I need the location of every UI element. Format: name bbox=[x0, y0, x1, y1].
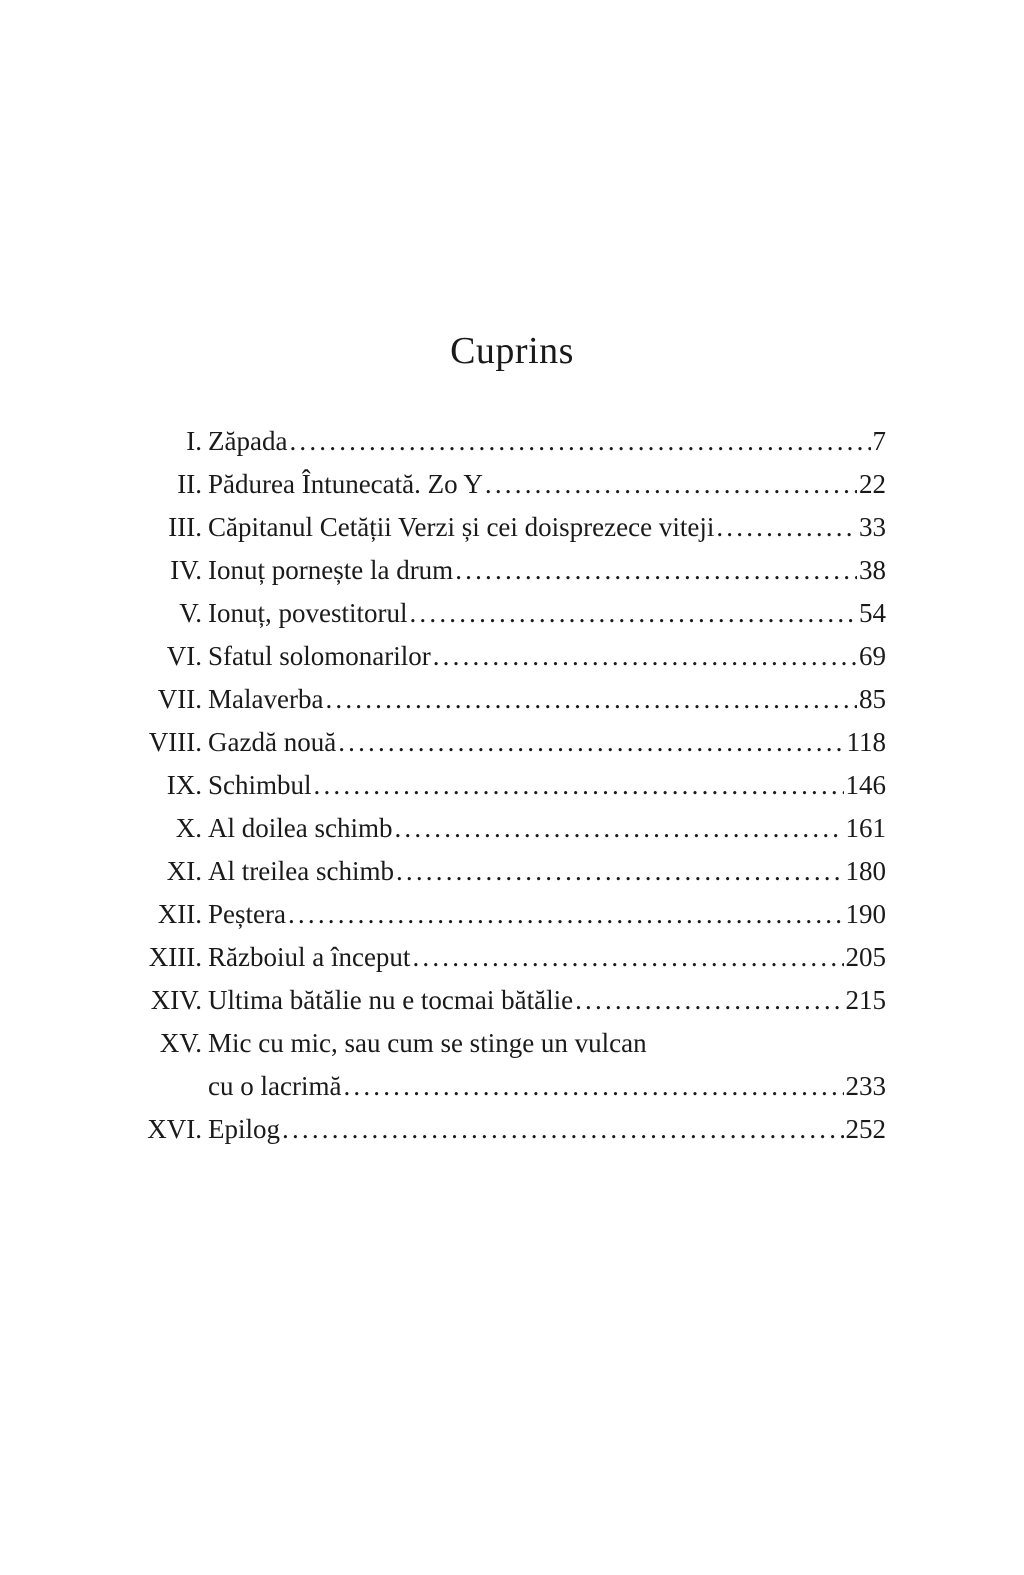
dot-leader bbox=[282, 1108, 844, 1151]
dot-leader bbox=[325, 678, 857, 721]
chapter-number: IX. bbox=[166, 770, 202, 800]
chapter-number: III. bbox=[168, 512, 202, 542]
page-number: 54 bbox=[859, 598, 886, 628]
dot-leader bbox=[289, 420, 870, 463]
chapter-number: XV. bbox=[159, 1028, 202, 1058]
toc-entry bbox=[138, 850, 886, 893]
chapter-title: Căpitanul Cetății Verzi și cei doisprezece viteji bbox=[208, 512, 715, 542]
toc-entry bbox=[138, 1108, 886, 1151]
dot-leader bbox=[409, 592, 857, 635]
toc-entry bbox=[138, 635, 886, 678]
chapter-title: Gazdă nouă bbox=[208, 727, 337, 757]
chapter-title: Schimbul bbox=[208, 770, 312, 800]
dot-leader bbox=[485, 463, 857, 506]
chapter-title: Războiul a început bbox=[208, 942, 411, 972]
page-number: 205 bbox=[845, 942, 886, 972]
dot-leader bbox=[394, 807, 843, 850]
chapter-number: XI. bbox=[166, 856, 202, 886]
toc-entry bbox=[138, 549, 886, 592]
chapter-number: II. bbox=[177, 469, 202, 499]
chapter-number: XIV. bbox=[150, 985, 202, 1015]
page-number: 190 bbox=[845, 899, 886, 929]
toc-entry bbox=[138, 721, 886, 764]
page-number: 180 bbox=[845, 856, 886, 886]
dot-leader bbox=[338, 721, 844, 764]
chapter-number: V. bbox=[179, 598, 202, 628]
page-number: 233 bbox=[845, 1071, 886, 1101]
toc-entry bbox=[138, 506, 886, 549]
chapter-number: X. bbox=[175, 813, 202, 843]
toc-entry bbox=[138, 764, 886, 807]
chapter-number: XVI. bbox=[147, 1114, 202, 1144]
page-number: 161 bbox=[845, 813, 886, 843]
page-number: 33 bbox=[859, 512, 886, 542]
toc-entry bbox=[138, 420, 886, 463]
toc-entry bbox=[138, 592, 886, 635]
toc-entry bbox=[138, 1022, 886, 1108]
chapter-title: Peștera bbox=[208, 899, 286, 929]
page-number: 7 bbox=[872, 426, 886, 456]
toc-entry bbox=[138, 807, 886, 850]
page-number: 146 bbox=[845, 770, 886, 800]
chapter-title: Ionuț, povestitorul bbox=[208, 598, 408, 628]
page-number: 69 bbox=[859, 641, 886, 671]
table-of-contents bbox=[138, 420, 886, 1151]
chapter-title: Zăpada bbox=[208, 426, 288, 456]
toc-entry-line bbox=[138, 1022, 886, 1065]
toc-entry bbox=[138, 936, 886, 979]
chapter-title: Pădurea Întunecată. Zo Y bbox=[208, 469, 483, 499]
chapter-number: VI. bbox=[166, 641, 202, 671]
dot-leader bbox=[412, 936, 843, 979]
dot-leader bbox=[288, 893, 844, 936]
chapter-number: XII. bbox=[157, 899, 202, 929]
chapter-title: Malaverba bbox=[208, 684, 324, 714]
page-number: 85 bbox=[859, 684, 886, 714]
toc-entry bbox=[138, 463, 886, 506]
chapter-number: I. bbox=[186, 426, 202, 456]
page-number: 252 bbox=[845, 1114, 886, 1144]
dot-leader bbox=[396, 850, 844, 893]
page-number: 22 bbox=[859, 469, 886, 499]
chapter-number: XIII. bbox=[148, 942, 202, 972]
chapter-title: Sfatul solomonarilor bbox=[208, 641, 431, 671]
dot-leader bbox=[575, 979, 843, 1022]
chapter-title-continued: cu o lacrimă bbox=[208, 1071, 342, 1101]
chapter-title: Al treilea schimb bbox=[208, 856, 394, 886]
dot-leader bbox=[314, 764, 844, 807]
toc-entry bbox=[138, 678, 886, 721]
chapter-title: Epilog bbox=[208, 1114, 280, 1144]
dot-leader bbox=[455, 549, 857, 592]
dot-leader bbox=[716, 506, 857, 549]
chapter-title: Al doilea schimb bbox=[208, 813, 393, 843]
toc-entry-line bbox=[138, 1065, 886, 1108]
dot-leader bbox=[343, 1065, 843, 1108]
page-number: 215 bbox=[845, 985, 886, 1015]
page-number: 38 bbox=[859, 555, 886, 585]
page-number: 118 bbox=[846, 727, 886, 757]
chapter-number: VII. bbox=[157, 684, 202, 714]
toc-entry bbox=[138, 979, 886, 1022]
page-title: Cuprins bbox=[450, 330, 574, 373]
chapter-number: IV. bbox=[170, 555, 202, 585]
chapter-title: Ultima bătălie nu e tocmai bătălie bbox=[208, 985, 574, 1015]
toc-entry bbox=[138, 893, 886, 936]
dot-leader bbox=[433, 635, 857, 678]
chapter-title: Mic cu mic, sau cum se stinge un vulcan bbox=[208, 1028, 647, 1058]
chapter-number: VIII. bbox=[148, 727, 202, 757]
chapter-title: Ionuț pornește la drum bbox=[208, 555, 454, 585]
